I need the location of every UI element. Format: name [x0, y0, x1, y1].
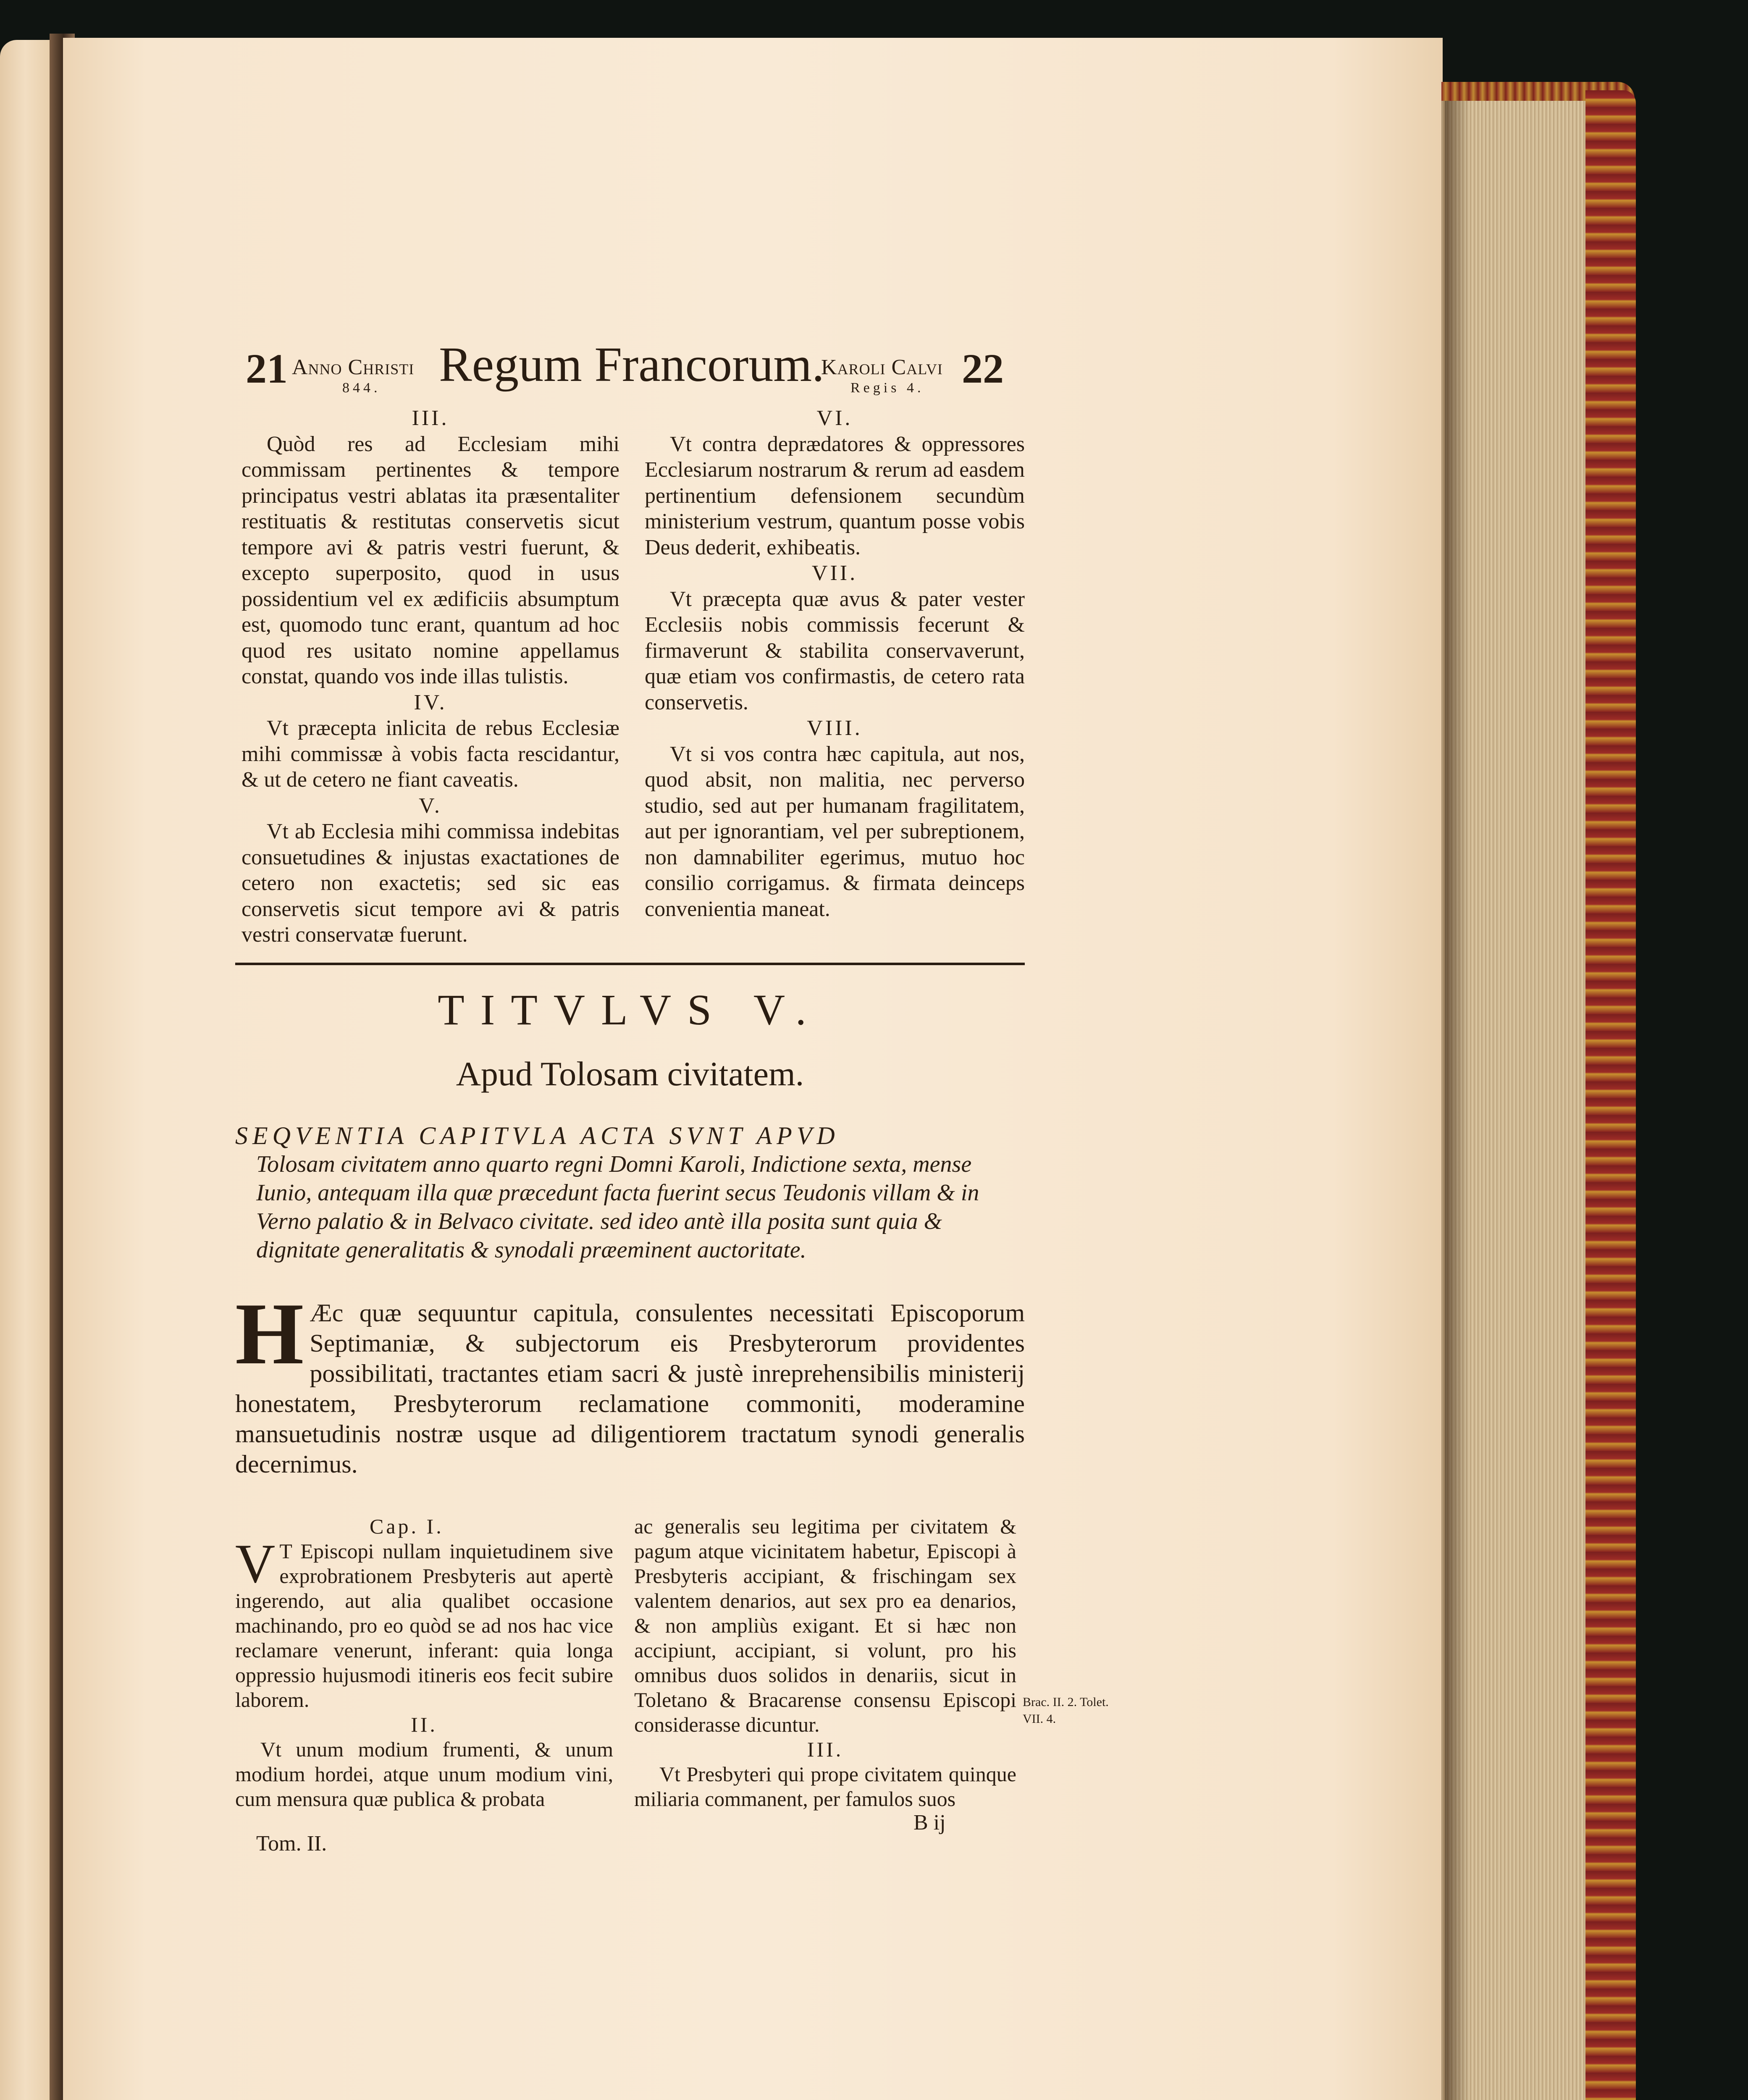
section-text: Vt præcepta quæ avus & pater vester Ecclesiis nobis commissis fecerunt & firmaverunt & stabilita conservaverunt, quæ etiam vos confirmastis, de cetero rata conservetis.: [645, 587, 1025, 714]
tome-label: Tom. II.: [256, 1832, 327, 1856]
section-heading: VI.: [816, 406, 853, 430]
chapter-3-text: Vt Presbyteri qui prope civitatem quinque miliaria commanent, per famulos suos: [634, 1762, 1016, 1811]
intro-text: Tolosam civitatem anno quarto regni Domni Karoli, Indictione sexta, mense Iunio, antequam illa quæ præcedunt facta fuerint secus Teudonis villam & in Verno palatio & in Belvaco civitate. sed ideo antè illa posita sunt quia & dignitate generalitatis & synodali præeminent auctoritate.: [256, 1151, 979, 1263]
chapters-left-column: [235, 1514, 613, 1811]
section-heading: III.: [412, 406, 449, 430]
signature-mark: B ij: [913, 1811, 946, 1835]
chapter-1-text: T Episcopi nullam inquietudinem sive exprobrationem Presbyteris aut apertè ingerendo, aut alia qualibet occasione machinando, pro eo quòd se ad nos hac vice reclamare venerunt, inferant: quia longa oppressio hujusmodi itineris eos fecit subire laborem.: [235, 1539, 613, 1712]
preamble: [235, 1285, 1025, 1479]
preamble-text: Æc quæ sequuntur capitula, consulentes necessitati Episcoporum Septimaniæ, & subjectorum eis Presbyterorum providentes possibilitati, tractantes etiam sacri & justè inreprehensibilis ministerij honestatem, Presbyterorum reclamatione commoniti, moderamine mansuetudinis nostræ usque ad diligentiorem tractatum synodi generalis decernimus.: [235, 1299, 1025, 1478]
year: 844.: [342, 380, 381, 396]
drop-cap: H: [235, 1285, 304, 1383]
regis: Regis 4.: [850, 380, 924, 396]
section-heading: VII.: [811, 561, 858, 585]
section-divider: [235, 963, 1025, 965]
section-text: Quòd res ad Ecclesiam mihi commissam pertinentes & tempore principatus vestri ablatas ita præsentaliter restituatis & restitutas conservetis sicut tempore avi & patris vestri fuerunt, & excepto superposito, quod in usus possidentium vel ex ædificiis absumptum est, quomodo tunc erant, quantum ad hoc quod res usitato nomine appellamus constat, quando vos inde illas tulistis.: [241, 432, 619, 688]
book-cover-binding: [1585, 90, 1636, 2100]
chapter-heading: III.: [807, 1738, 844, 1761]
running-header: [246, 336, 1027, 403]
titulus-heading: TITVLVS V.: [438, 986, 822, 1034]
section-text: Vt contra deprædatores & oppressores Ecclesiarum nostrarum & rerum ad easdem pertinentium defensionem secundùm ministerium vestrum, quantum posse vobis Deus dederit, exhibeatis.: [645, 432, 1025, 559]
chapter-heading: Cap. I.: [370, 1515, 444, 1538]
intro-lead: SEQVENTIA CAPITVLA ACTA SVNT APVD: [235, 1122, 840, 1150]
page-number-left: 21: [246, 345, 288, 392]
karoli-calvi: Karoli Calvi: [821, 355, 943, 379]
chapter-2-text: Vt unum modium frumenti, & unum modium hordei, atque unum modium vini, cum mensura quæ publica & probata: [235, 1738, 613, 1811]
right-column: [645, 405, 1025, 922]
section-text: Vt ab Ecclesia mihi commissa indebitas consuetudines & injustas exactationes de cetero non exactetis; sed sic eas conservetis sicut tempore avi & patris vestri conservatæ fuerunt.: [241, 819, 619, 947]
page-block-shadow: [1445, 84, 1470, 2100]
section-text: Vt præcepta inlicita de rebus Ecclesiæ mihi commissæ à vobis facta rescidantur, & ut de cetero ne fiant caveatis.: [241, 716, 619, 792]
section-text: Vt si vos contra hæc capitula, aut nos, quod absit, non malitia, nec perverso studio, sed aut per humanam fragilitatem, aut per ignorantiam, vel per subreptionem, non damnabiliter egerimus, mutuo hoc consilio corrigamus. & firmata deinceps convenientia maneat.: [645, 742, 1025, 921]
chapter-heading: II.: [411, 1713, 438, 1736]
chapter-2-continued: ac generalis seu legitima per civitatem & pagum atque vicinitatem habetur, Episcopi à Presbyteris accipiant, & frischingam sex valentem denarios, aut sex pro ea denarios, & non ampliùs exigant. Et si hæc non accipiunt, accipiant, si volunt, pro his omnibus duos solidos in denariis, sicut in Toletano & Bracarense consensu Episcopi considerasse dicuntur.: [634, 1515, 1016, 1736]
margin-note: Brac. II. 2. Tolet. VII. 4.: [1023, 1695, 1109, 1726]
left-column: [241, 405, 619, 948]
running-title: Regum Francorum.: [439, 337, 824, 392]
drop-cap: V: [235, 1533, 276, 1594]
section-heading: IV.: [414, 690, 447, 714]
chapters-right-column: [634, 1514, 1016, 1811]
titulus-intro: [235, 1121, 1025, 1264]
page-number-right: 22: [962, 345, 1004, 392]
section-heading: V.: [419, 793, 442, 818]
anno-christi: Anno Christi: [292, 355, 415, 379]
section-heading: VIII.: [807, 716, 863, 740]
chapter-text: [235, 1533, 613, 1712]
titulus-subtitle: Apud Tolosam civitatem.: [456, 1055, 804, 1093]
